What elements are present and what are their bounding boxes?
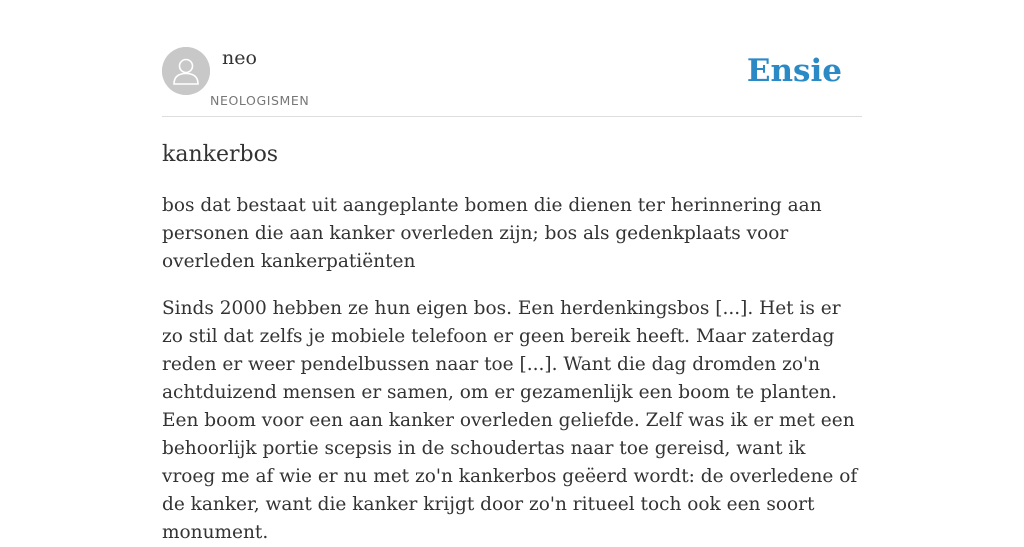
user-avatar-icon[interactable]: [162, 47, 210, 95]
author-name[interactable]: neo: [222, 47, 257, 69]
entry-definition: bos dat bestaat uit aangeplante bomen die dienen ter herinnering aan personen die aan kanker overleden zijn; bos als gedenkplaats voor overleden kankerpatiënten: [162, 195, 822, 272]
entry-term: kankerbos: [162, 142, 279, 167]
category-label[interactable]: NEOLOGISMEN: [210, 93, 310, 108]
entry-example: Sinds 2000 hebben ze hun eigen bos. Een herdenkingsbos [...]. Het is er zo stil dat zelfs je mobiele telefoon er geen bereik heeft. Maar zaterdag reden er weer pendelbussen naar toe [...]. Want die dag dromden zo'n achtduizend mensen er samen, om er gezamenlijk een boom te planten. Een boom voor een aan kanker overleden geliefde. Zelf was ik er met een behoorlijk portie scepsis in de schoudertas naar toe gereisd, want ik vroeg me af wie er nu met zo'n kankerbos geëerd wordt: de overledene of de kanker, want die kanker krijgt door zo'n ritueel toch ook een soort monument.: [162, 298, 858, 543]
brand-logo[interactable]: Ensie: [746, 53, 842, 89]
header: [162, 46, 862, 117]
entry-content: [162, 192, 862, 547]
